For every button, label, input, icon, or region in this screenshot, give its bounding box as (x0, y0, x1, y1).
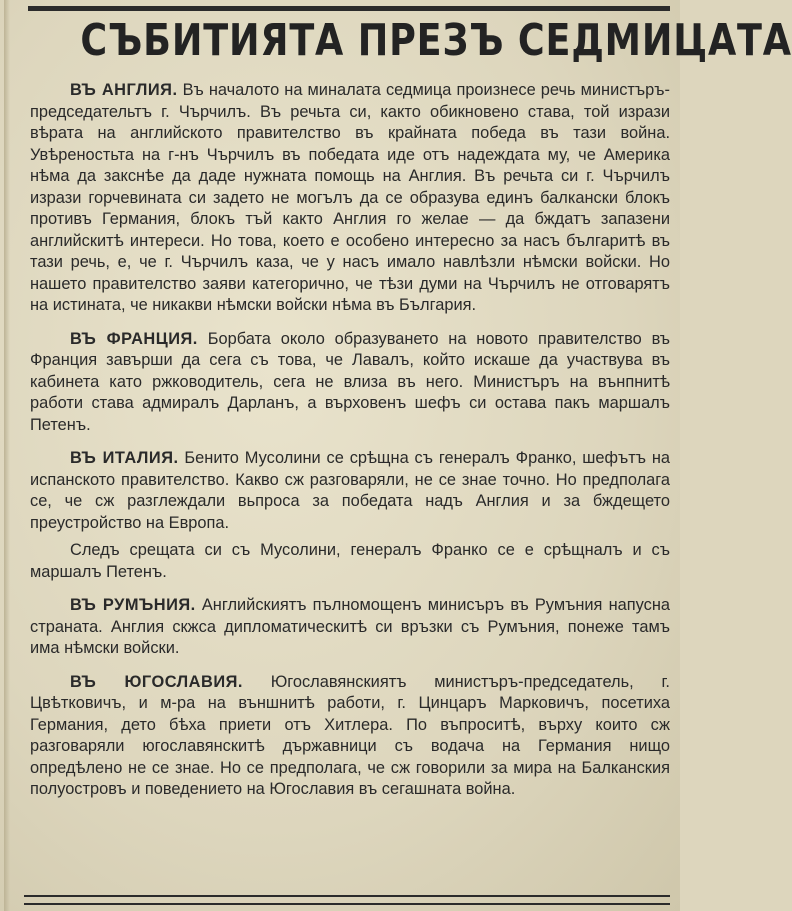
section-heading: ВЪ ФРАНЦИЯ. (70, 329, 198, 348)
section-france (30, 329, 670, 437)
section-yugoslavia (30, 672, 670, 801)
page-edge-shadow (4, 0, 10, 911)
section-text: Въ началото на миналата седмица произнесе речь министъръ-председательтъ г. Чърчилъ. Въ речьта си, както обикновено става, той изрази вѣрата на английското правителство въ крайната победа въ тази война. Увѣреностьта на г-нъ Чърчилъ въ победата иде отъ надеждата му, че Америка нѣма да закснѣе да даде нужната помощь на Англия. Въ речьта си г. Чърчилъ изрази горчевината си задето не могълъ да се образува единъ балкански блокъ противъ Германия, блокъ тъй както Англия го желае — да бждатъ запазени английскитѣ интереси. Но това, което е особено интересно за насъ българитѣ въ тази речь, е, че г. Чърчилъ каза, че у насъ имало навлѣзли нѣмски войски. Но нашето правителство заяви категорично, че тѣзи думи на Чърчилъ не отговарятъ на истината, че никакви нѣмски войски нѣма въ България. (30, 81, 670, 314)
top-rule (28, 6, 670, 11)
section-heading: ВЪ РУМЪНИЯ. (70, 596, 196, 614)
section-england (30, 80, 670, 317)
section-italy (30, 448, 670, 534)
section-text: Бенито Мусолини се срѣщна съ генералъ Франко, шефътъ на испанското правителство. Какво сж разговаряли, не се знае точно. Но предполага се, че сж разглеждали вьпроса за победата надъ Англия и за бждещето преустройство на Европа. (30, 449, 670, 532)
headline: СЪБИТИЯТА ПРЕЗЪ СЕДМИЦАТА (80, 15, 792, 66)
section-heading: ВЪ АНГЛИЯ. (70, 81, 178, 99)
section-text: Английскиятъ пълномощенъ минисъръ въ Румъния напусна страната. Англия скжса дипломатическитѣ си връзки съ Румъния, понеже тамъ има нѣмски войски. (30, 596, 670, 657)
section-heading: ВЪ ИТАЛИЯ. (70, 449, 179, 467)
section-text: Борбата около образуването на новото правителство въ Франция завърши да сега съ това, че Лавалъ, който искаше да участвува въ кабинета като ржководитель, сега не влиза въ него. Министъръ на вънпнитѣ работи става адмиралъ Дарланъ, а върховенъ шефъ си остава пакъ маршалъ Петенъ. (30, 329, 670, 434)
section-text: Югославянскиятъ министъръ-председатель, г. Цвѣтковичъ, и м-ра на външнитѣ работи, г. Цинцаръ Марковичъ, посетиха Германия, дето бѣха приети отъ Хитлера. По въпроситѣ, върху които сж разговаряли югославянскитѣ държавници съ водача на Германия нищо опредѣлено не се знае. Но се предполага, че сж говорили за мира на Балканския полуостровъ и поведението на Югославия въ сегашната война. (30, 672, 670, 798)
bottom-rule (24, 895, 670, 905)
section-italy-continuation: Следъ срещата си съ Мусолини, генералъ Франко се е срѣщналъ и съ маршалъ Петенъ. (30, 541, 670, 581)
section-heading: ВЪ ЮГОСЛАВИЯ. (70, 672, 243, 691)
article-body (30, 80, 670, 813)
section-romania (30, 595, 670, 660)
